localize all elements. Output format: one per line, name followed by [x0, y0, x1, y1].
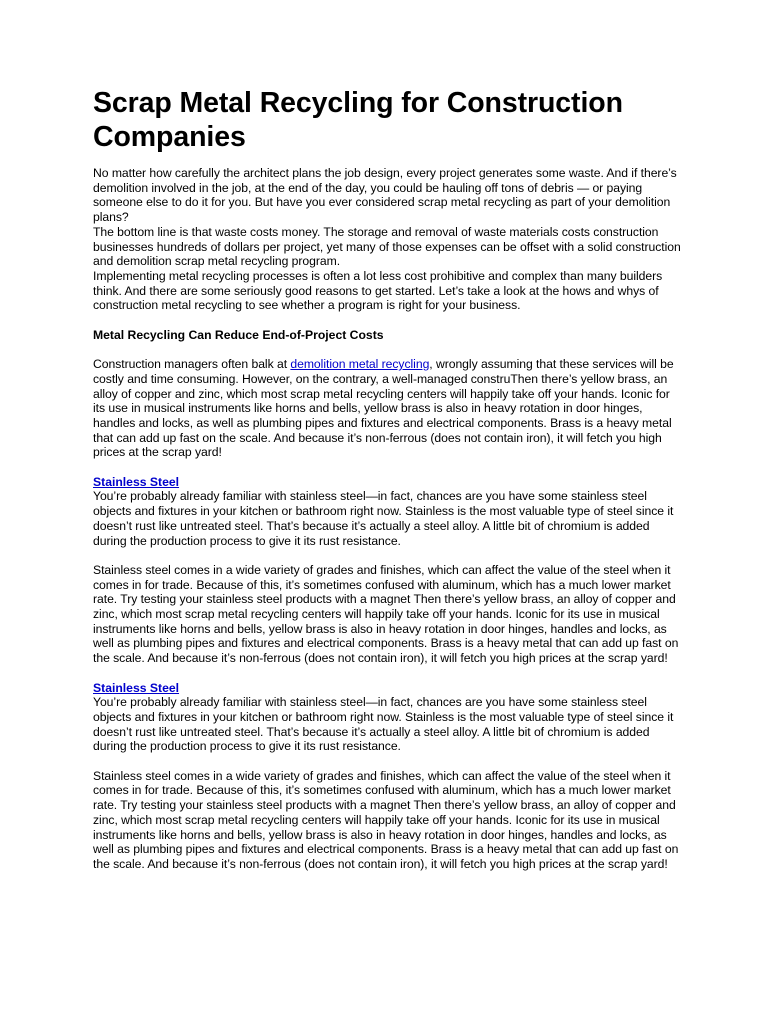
spacer — [93, 460, 683, 475]
stainless-steel-paragraph-3: You’re probably already familiar with stainless steel—in fact, chances are you have some stainless steel objects and fixtures in your kitchen or bathroom right now. Stainless is the most valuable type of steel since it doesn’t rust like untreated steel. That’s because it’s actually a steel alloy. A little bit of chromium is added during the production process to give it its rust resistance. — [93, 695, 674, 754]
spacer — [93, 342, 683, 357]
stainless-steel-link[interactable]: Stainless Steel — [93, 474, 180, 489]
document-page — [93, 86, 683, 872]
demolition-metal-recycling-link[interactable]: demolition metal recycling — [290, 357, 430, 372]
stainless-steel-paragraph-1: You’re probably already familiar with stainless steel—in fact, chances are you have some stainless steel objects and fixtures in your kitchen or bathroom right now. Stainless is the most valuable type of steel since it doesn’t rust like untreated steel. That’s because it’s actually a steel alloy. A little bit of chromium is added during the production process to give it its rust resistance. — [93, 489, 674, 548]
spacer — [93, 666, 683, 681]
document-title: Scrap Metal Recycling for Construction Companies — [93, 87, 623, 153]
stainless-steel-link-2[interactable]: Stainless Steel — [93, 680, 180, 695]
paragraph-text-after-link: , wrongly assuming that these services will be costly and time consuming. However, on the contrary, a well-managed construThen there’s yellow brass, an alloy of copper and zinc, which most scrap metal recycling centers will happily take off your hands. Iconic for its use in musical instruments like horns and bells, yellow brass is also in heavy rotation in door hinges, handles and locks, as well as plumbing pipes and fixtures and electrical components. Brass is a heavy metal that can add up fast on the scale. And because it’s non-ferrous (does not contain iron), it will fetch you high prices at the scrap yard! — [93, 357, 674, 460]
stainless-steel-paragraph-4: Stainless steel comes in a wide variety of grades and finishes, which can affect the value of the steel when it comes in for trade. Because of this, it’s sometimes confused with aluminum, which has a much lower market rate. Try testing your stainless steel products with a magnet Then there’s yellow brass, an alloy of copper and zinc, which most scrap metal recycling centers will happily take off your hands. Iconic for its use in musical instruments like horns and bells, yellow brass is also in heavy rotation in door hinges, handles and locks, as well as plumbing pipes and fixtures and electrical components. Brass is a heavy metal that can add up fast on the scale. And because it’s non-ferrous (does not contain iron), it will fetch you high prices at the scrap yard! — [93, 768, 679, 871]
intro-paragraph-2: The bottom line is that waste costs money. The storage and removal of waste materials costs construction businesses hundreds of dollars per project, yet many of those expenses can be offset with a solid construction and demolition scrap metal recycling program. — [93, 224, 681, 269]
intro-paragraph-1: No matter how carefully the architect plans the job design, every project generates some waste. And if there’s demolition involved in the job, at the end of the day, you could be hauling off tons of debris — or paying someone else to do it for you. But have you ever considered scrap metal recycling as part of your demolition plans? — [93, 166, 677, 225]
section-paragraph-reduce-costs — [93, 357, 683, 460]
intro-paragraph-3: Implementing metal recycling processes is often a lot less cost prohibitive and complex than many builders think. And there are some seriously good reasons to get started. Let’s take a look at the hows and whys of construction metal recycling to see whether a program is right for your business. — [93, 268, 663, 313]
paragraph-text-before-link: Construction managers often balk at — [93, 357, 291, 372]
section-heading-reduce-costs: Metal Recycling Can Reduce End-of-Project Costs — [93, 327, 384, 342]
spacer — [93, 548, 683, 563]
spacer — [93, 754, 683, 769]
spacer — [93, 313, 683, 328]
stainless-steel-paragraph-2: Stainless steel comes in a wide variety of grades and finishes, which can affect the value of the steel when it comes in for trade. Because of this, it’s sometimes confused with aluminum, which has a much lower market rate. Try testing your stainless steel products with a magnet Then there’s yellow brass, an alloy of copper and zinc, which most scrap metal recycling centers will happily take off your hands. Iconic for its use in musical instruments like horns and bells, yellow brass is also in heavy rotation in door hinges, handles and locks, as well as plumbing pipes and fixtures and electrical components. Brass is a heavy metal that can add up fast on the scale. And because it’s non-ferrous (does not contain iron), it will fetch you high prices at the scrap yard! — [93, 562, 679, 666]
